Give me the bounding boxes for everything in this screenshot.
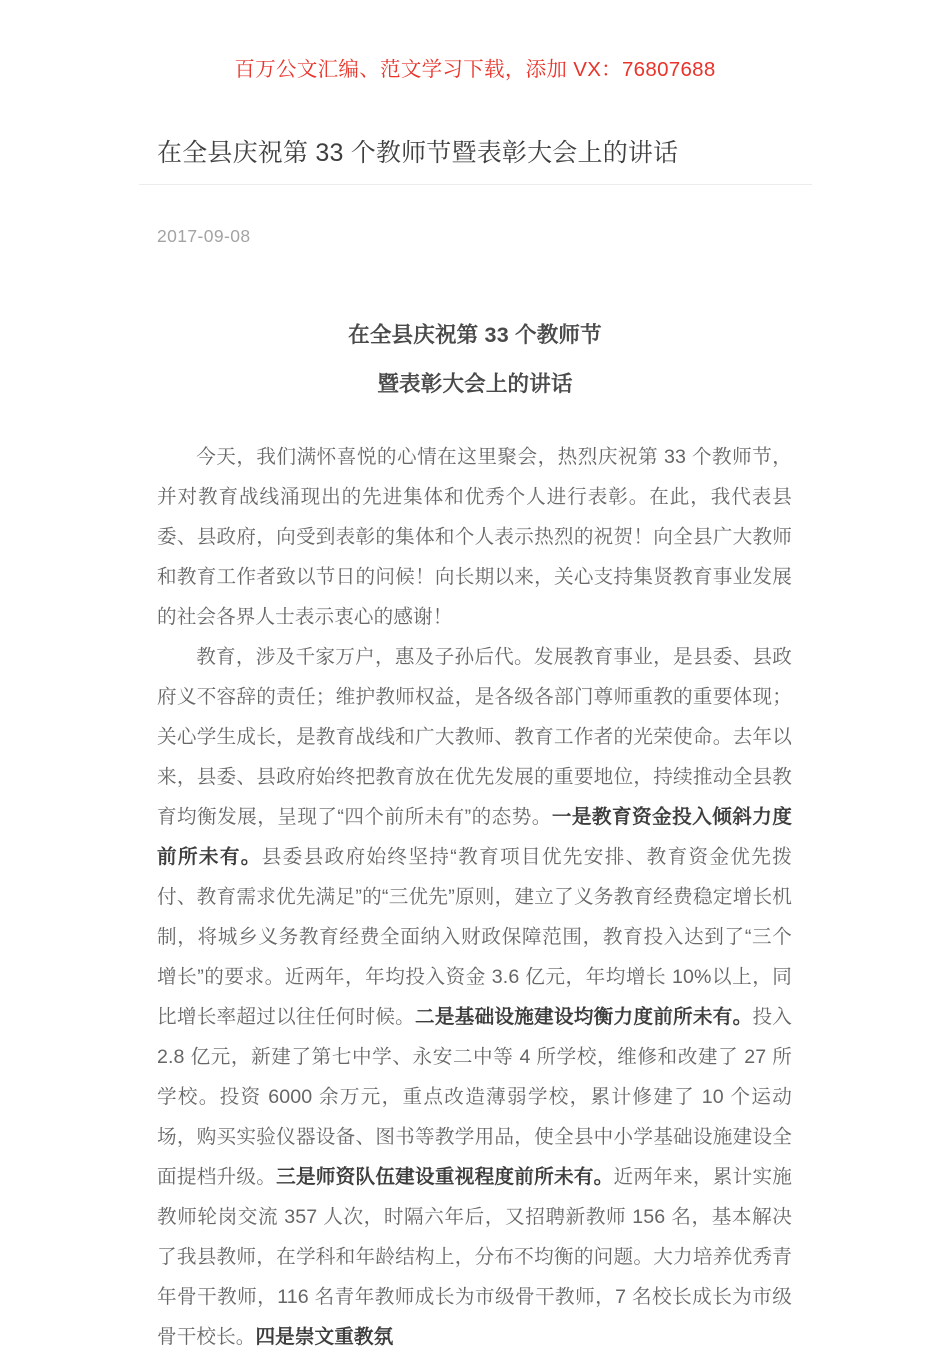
title-divider bbox=[139, 184, 812, 185]
document-heading-line-1: 在全县庆祝第 33 个教师节 bbox=[348, 323, 602, 347]
text-run: 今天，我们满怀喜悦的心情在这里聚会，热烈庆祝第 33 个教师节，并对教育战线涌现出的先进集体和优秀个人进行表彰。在此，我代表县委、县政府，向受到表彰的集体和个人表示热烈的祝贺！向全县广大教师和教育工作者致以节日的问候！向长期以来，关心支持集贤教育事业发展的社会各界人士表示衷心的感谢！ bbox=[157, 446, 792, 628]
emphasis-run: 三是师资队伍建设重视程度前所未有。 bbox=[276, 1166, 614, 1188]
text-run: 教育，涉及千家万户，惠及子孙后代。发展教育事业，是县委、县政府义不容辞的责任；维护教师权益，是各级各部门尊师重教的重要体现；关心学生成长，是教育战线和广大教师、教育工作者的光荣使命。去年以来，县委、县政府始终把教育放在优先发展的重要地位，持续推动全县教育均衡发展，呈现了“四个前所未有”的态势。 bbox=[157, 646, 792, 828]
text-run: 近两年来，累计实施教师轮岗交流 357 人次，时隔六年后，又招聘新教师 156 名，基本解决了我县教师，在学科和年龄结构上，分布不均衡的问题。大力培养优秀青年骨干教师，116 名青年教师成长为市级骨干教师，7 名校长成长为市级骨干校长。 bbox=[157, 1166, 792, 1348]
promo-banner-text: 百万公文汇编、范文学习下载，添加 VX：76807688 bbox=[234, 58, 716, 81]
text-run: 县委县政府始终坚持“教育项目优先安排、教育资金优先拨付、教育需求优先满足”的“三优先”原则，建立了义务教育经费稳定增长机制，将城乡义务教育经费全面纳入财政保障范围，教育投入达到了“三个增长”的要求。近两年，年均投入资金 3.6 亿元，年均增长 10%以上，同比增长率超过以往任何时候。 bbox=[157, 846, 793, 1028]
emphasis-run: 一是教育资金投入倾斜力度前所未有。 bbox=[157, 806, 792, 868]
document-body bbox=[157, 437, 792, 1357]
paragraph-2 bbox=[157, 637, 792, 1357]
paragraph-1 bbox=[157, 437, 792, 637]
emphasis-run: 二是基础设施建设均衡力度前所未有。 bbox=[415, 1006, 753, 1028]
document-heading-line-2: 暨表彰大会上的讲话 bbox=[377, 372, 573, 396]
article-date: 2017-09-08 bbox=[157, 226, 251, 246]
emphasis-run: 四是崇文重教氛 bbox=[255, 1326, 394, 1348]
page-title: 在全县庆祝第 33 个教师节暨表彰大会上的讲话 bbox=[157, 139, 679, 167]
text-run: 投入 2.8 亿元，新建了第七中学、永安二中等 4 所学校，维修和改建了 27 所学校。投资 6000 余万元，重点改造薄弱学校，累计修建了 10 个运动场，购买实验仪器设备、图书等教学用品，使全县中小学基础设施建设全面提档升级。 bbox=[157, 1006, 792, 1188]
